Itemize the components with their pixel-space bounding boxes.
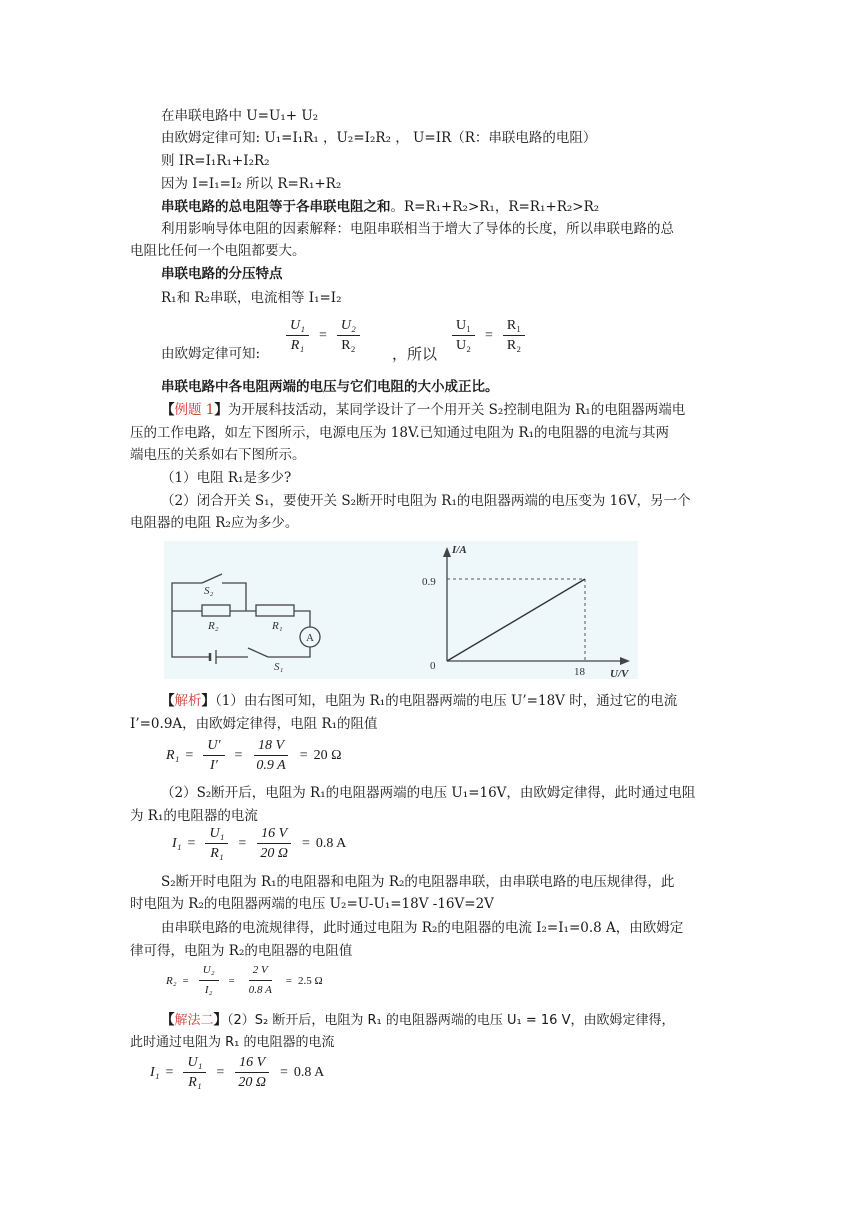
- figure-svg: [164, 541, 638, 679]
- equation-i1-alt: I₁ = $\frac{\text{U₁}}{\text{R₁}}$ = $\frac{16 V}{20 \Omega}$ = 0.8 A: [150, 1055, 325, 1090]
- switch-s1: [248, 648, 268, 657]
- figure-panel: [164, 541, 638, 679]
- text-line: 因为 I=I₁=I₂ 所以 R=R₁+R₂: [161, 176, 342, 192]
- label-r2: R₂: [208, 620, 219, 632]
- y-axis-label: I/A: [452, 544, 467, 556]
- text-line: 由欧姆定律可知: U₁=I₁R₁ ，U₂=I₂R₂ ， U=IR（R：串联电路的电阻）: [161, 130, 597, 146]
- equation-i1: I₁ = $\frac{\text{U₁}}{\text{R₁}}$ = $\frac{16 V}{20 \Omega}$ = 0.8 A: [172, 826, 347, 861]
- label-s1: S₁: [274, 661, 284, 673]
- text-line: [161, 197, 599, 217]
- example-label: 例题 1: [174, 402, 215, 418]
- switch-s2: [202, 574, 222, 583]
- resistor-r1: [256, 605, 294, 616]
- label-s2: S₂: [204, 585, 214, 597]
- text-line: 由欧姆定律可知:: [161, 346, 261, 362]
- iu-graph: [422, 544, 630, 679]
- inequality-text: 。R=R₁+R₂>R₁，R=R₁+R₂>R₂: [390, 199, 600, 215]
- text-line: I’=0.9A，由欧姆定律得，电阻 R₁的阻值: [130, 716, 378, 732]
- y-tick-label: 0.9: [422, 576, 436, 588]
- text-line: 时电阻为 R₂的电阻器两端的电压 U₂=U-U₁=18V -16V=2V: [130, 896, 494, 912]
- text-line: 为 R₁的电阻器的电流: [130, 808, 258, 824]
- text-line: 律可得，电阻为 R₂的电阻器的电阻值: [130, 943, 353, 959]
- ratio-formula-1: $\frac{\text{U₁}}{\text{R₁}}$ = $\frac{\text{U₂}}{\text{R₂}}$: [282, 317, 364, 354]
- bold-statement: 串联电路的总电阻等于各串联电阻之和: [161, 199, 391, 215]
- alt-solution-label: 解法二: [174, 1013, 214, 1028]
- text-line: 电阻比任何一个电阻都要大。: [130, 243, 306, 259]
- text-line: 电阻器的电阻 R₂应为多少。: [130, 515, 299, 531]
- x-tick-label: 18: [574, 666, 585, 678]
- text-line: 利用影响导体电阻的因素解释：电阻串联相当于增大了导体的长度，所以串联电路的总: [161, 221, 674, 237]
- conclusion: 串联电路中各电阻两端的电压与它们电阻的大小成正比。: [161, 379, 499, 395]
- circuit-diagram: [172, 574, 320, 664]
- text-line: 则 IR=I₁R₁+I₂R₂: [161, 153, 270, 169]
- text-line: R₁和 R₂串联，电流相等 I₁=I₂: [161, 290, 342, 306]
- text-line: （2）S₂断开后，电阻为 R₁的电阻器两端的电压 U₁=16V，由欧姆定律得，此时通过电阻: [161, 785, 696, 801]
- x-axis-arrow: [620, 657, 630, 665]
- origin-label: 0: [430, 660, 436, 672]
- label-r1: R₁: [272, 620, 283, 632]
- text-line: 【例题 1】为开展科技活动，某同学设计了一个用开关 S₂控制电阻为 R₁的电阻器两端电: [161, 402, 686, 418]
- text-line: 此时通过电阻为 R₁ 的电阻器的电流: [130, 1035, 335, 1050]
- section-heading: 串联电路的分压特点: [161, 266, 283, 282]
- ratio-formula-2: $\frac{\text{U₁}}{\text{U₂}}$ = $\frac{\text{R₁}}{\text{R₂}}$: [448, 317, 529, 354]
- resistor-r2: [202, 605, 230, 616]
- text-line: 在串联电路中 U=U₁+ U₂: [161, 108, 319, 124]
- text-line: 由串联电路的电流规律得，此时通过电阻为 R₂的电阻器的电流 I₂=I₁=0.8 A，由欧姆定: [161, 920, 684, 936]
- solution-label: 解析: [174, 693, 202, 709]
- text-line: 压的工作电路，如左下图所示，电源电压为 18V.已知通过电阻为 R₁的电阻器的电流与其两: [130, 425, 670, 441]
- data-line: [447, 579, 585, 661]
- text-line: S₂断开时电阻为 R₁的电阻器和电阻为 R₂的电阻器串联，由串联电路的电压规律得，此: [161, 874, 675, 890]
- equation-r2: R₂ = $\frac{\text{U₂}}{\text{I₂}}$ = $\frac{2 V}{0.8 A}$ = 2.5 Ω: [166, 964, 323, 996]
- label-ammeter: A: [306, 632, 314, 644]
- y-axis-arrow: [443, 547, 451, 557]
- text-line: 端电压的关系如右下图所示。: [130, 447, 306, 463]
- text-line: 【解析】（1）由右图可知，电阻为 R₁的电阻器两端的电压 U’=18V 时，通过它的电流: [161, 693, 678, 709]
- text-line: （2）闭合开关 S₁，要使开关 S₂断开时电阻为 R₁的电阻器两端的电压变为 16V，另一个: [161, 493, 691, 509]
- equation-r1: R₁ = $\frac{U'}{I'}$ = $\frac{18 V}{0.9 A}$ = 20 Ω: [166, 738, 342, 773]
- text-line: ，所以: [392, 345, 438, 363]
- x-axis-label: U/V: [610, 668, 629, 679]
- text-line: （1）电阻 R₁是多少?: [161, 470, 292, 486]
- text-line: 【解法二】（2）S₂ 断开后，电阻为 R₁ 的电阻器两端的电压 U₁ = 16 V，由欧姆定律得，: [161, 1012, 675, 1028]
